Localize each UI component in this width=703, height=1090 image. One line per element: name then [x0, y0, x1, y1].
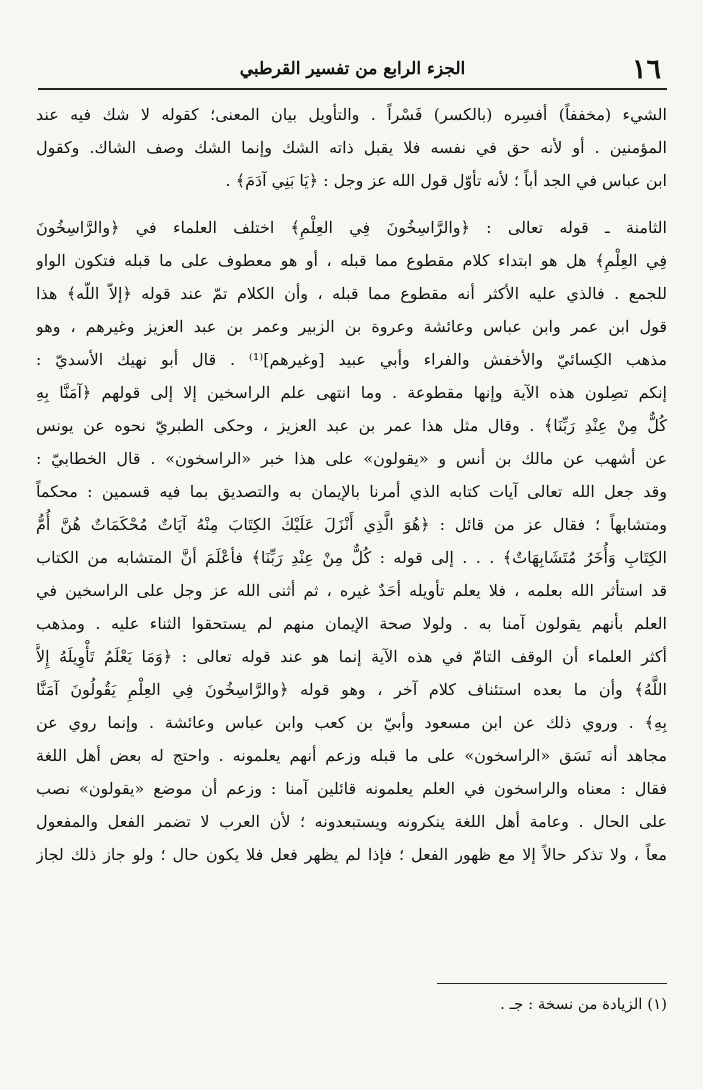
- text-line: مذهب الكِسائيّ والأخفش والفراء وأبي عبيد [وغيرهم]⁽¹⁾ . قال أبو نهيك الأسديّ :: [36, 350, 667, 369]
- text-line: العلم بأنهم يقولون آمنا به . ولولا صحة الإيمان منهم لم يستحقوا الثناء عليه . ومذهب: [36, 614, 667, 633]
- text-line: على الحال . وعامة أهل اللغة ينكرونه ويستبعدونه ؛ لأن العرب لا تضمر الفعل والمفعول: [36, 812, 667, 831]
- text-line: فِي العِلْمِ﴾ هل هو ابتداء كلام مقطوع مما قبله ، أو هو معطوف على ما قبله فتكون الواو: [36, 251, 667, 270]
- text-line: وقد جعل الله تعالى آيات كتابه الذي أمرنا بالإيمان به والتصديق بما فيه قسمين : محكماً: [36, 482, 667, 501]
- footnote: (١) الزيادة من نسخة : جـ .: [500, 995, 667, 1013]
- text-line: ابن عباس في الجد أباً ؛ لأنه تأوّل قول الله عز وجل : ﴿يَا بَنِي آدَمَ﴾ .: [225, 171, 667, 190]
- text-line: الثامنة ـ قوله تعالى : ﴿والرَّاسِخُونَ فِي العِلْمِ﴾ اختلف العلماء في ﴿والرَّاسِخُونَ: [36, 218, 667, 237]
- text-line: إنكم تصِلون هذه الآية وإنها مقطوعة . وما انتهى علم الراسخين إلا إلى قولهم ﴿آمَنَّا بِهِ: [36, 383, 667, 402]
- paragraph-gap: [36, 197, 667, 211]
- text-line: أكثر العلماء أن الوقف التامّ في هذه الآية إنما هو عند قوله تعالى : ﴿وَمَا يَعْلَمُ تَأْوِيلَهُ إِلاَّ: [36, 647, 667, 666]
- page-number: ١٦: [631, 54, 661, 85]
- text-line: فقال : معناه والراسخون في العلم يعلمونه قائلين آمنا : وزعم أن موضع «يقولون» نصب: [36, 779, 667, 798]
- footnote-rule: [437, 983, 667, 984]
- text-line: اللَّهُ﴾ وأن ما بعده استئناف كلام آخر ، وهو قوله ﴿والرَّاسِخُونَ فِي العِلْمِ يَقُولُونَ آمَنَّا: [36, 680, 667, 699]
- text-line: المؤمنين . أو لأنه حق في نفسه فلا يقبل ذاته الشك وإنما الشك وصف الشاك. وكقول: [36, 138, 667, 157]
- text-line: الكِتَابِ وَأُخَرُ مُتَشَابِهَاتٌ﴾ . . . إلى قوله : كُلٌّ مِنْ عِنْدِ رَبِّنَا﴾ فأعْلَمَ أنَّ المتشابه من الكتاب: [36, 548, 667, 567]
- main-text: [36, 98, 667, 871]
- header-rule: [38, 88, 667, 90]
- text-line: عن أشهب عن مالك بن أنس و «يقولون» على هذا خبر «الراسخون» . قال الخطابيّ :: [36, 449, 667, 468]
- page-header: [38, 52, 667, 90]
- text-line: الشيء (مخففاً) أفسِره (بالكسر) فَسْراً . والتأويل بيان المعنى؛ كقوله لا شك فيه عند: [36, 105, 667, 124]
- text-line: معاً ، ولا تذكر حالاً إلا مع ظهور الفعل ؛ فإذا لم يظهر فعل فلا يكون حال ؛ ولو جاز ذلك لجاز: [36, 845, 667, 864]
- running-title: الجزء الرابع من تفسير القرطبي: [239, 59, 466, 79]
- text-line: قول ابن عمر وابن عباس وعائشة وعروة بن الزبير وعمر بن عبد العزيز وغيرهم ، وهو: [36, 317, 667, 336]
- text-line: قد استأثر الله بعلمه ، فلا يعلم تأويله أحَدٌ غيره ، ثم أثنى الله عز وجل على الراسخين في: [36, 581, 667, 600]
- text-line: بِهِ﴾ . وروي ذلك عن ابن مسعود وأبيّ بن كعب وابن عباس وعائشة . وإنما روي عن: [36, 713, 667, 732]
- text-line: كُلٌّ مِنْ عِنْدِ رَبِّنَا﴾ . وقال مثل هذا عمر بن عبد العزيز ، وحكى الطبريّ نحوه عن يونس: [36, 416, 667, 435]
- text-line: للجمع . فالذي عليه الأكثر أنه مقطوع مما قبله ، وأن الكلام تمّ عند قوله ﴿إلاّ اللّه﴾ هذا: [36, 284, 667, 303]
- text-line: مجاهد أنه نَسَق «الراسخون» على ما قبله وزعم أنهم يعلمونه . واحتج له بعض أهل اللغة: [36, 746, 667, 765]
- text-line: ومتشابهاً ؛ فقال عز من قائل : ﴿هُوَ الَّذِي أَنْزَلَ عَلَيْكَ الكِتَابَ مِنْهُ آيَاتٌ مُحْكَمَاتٌ هُنَّ أُمُّ: [36, 515, 667, 534]
